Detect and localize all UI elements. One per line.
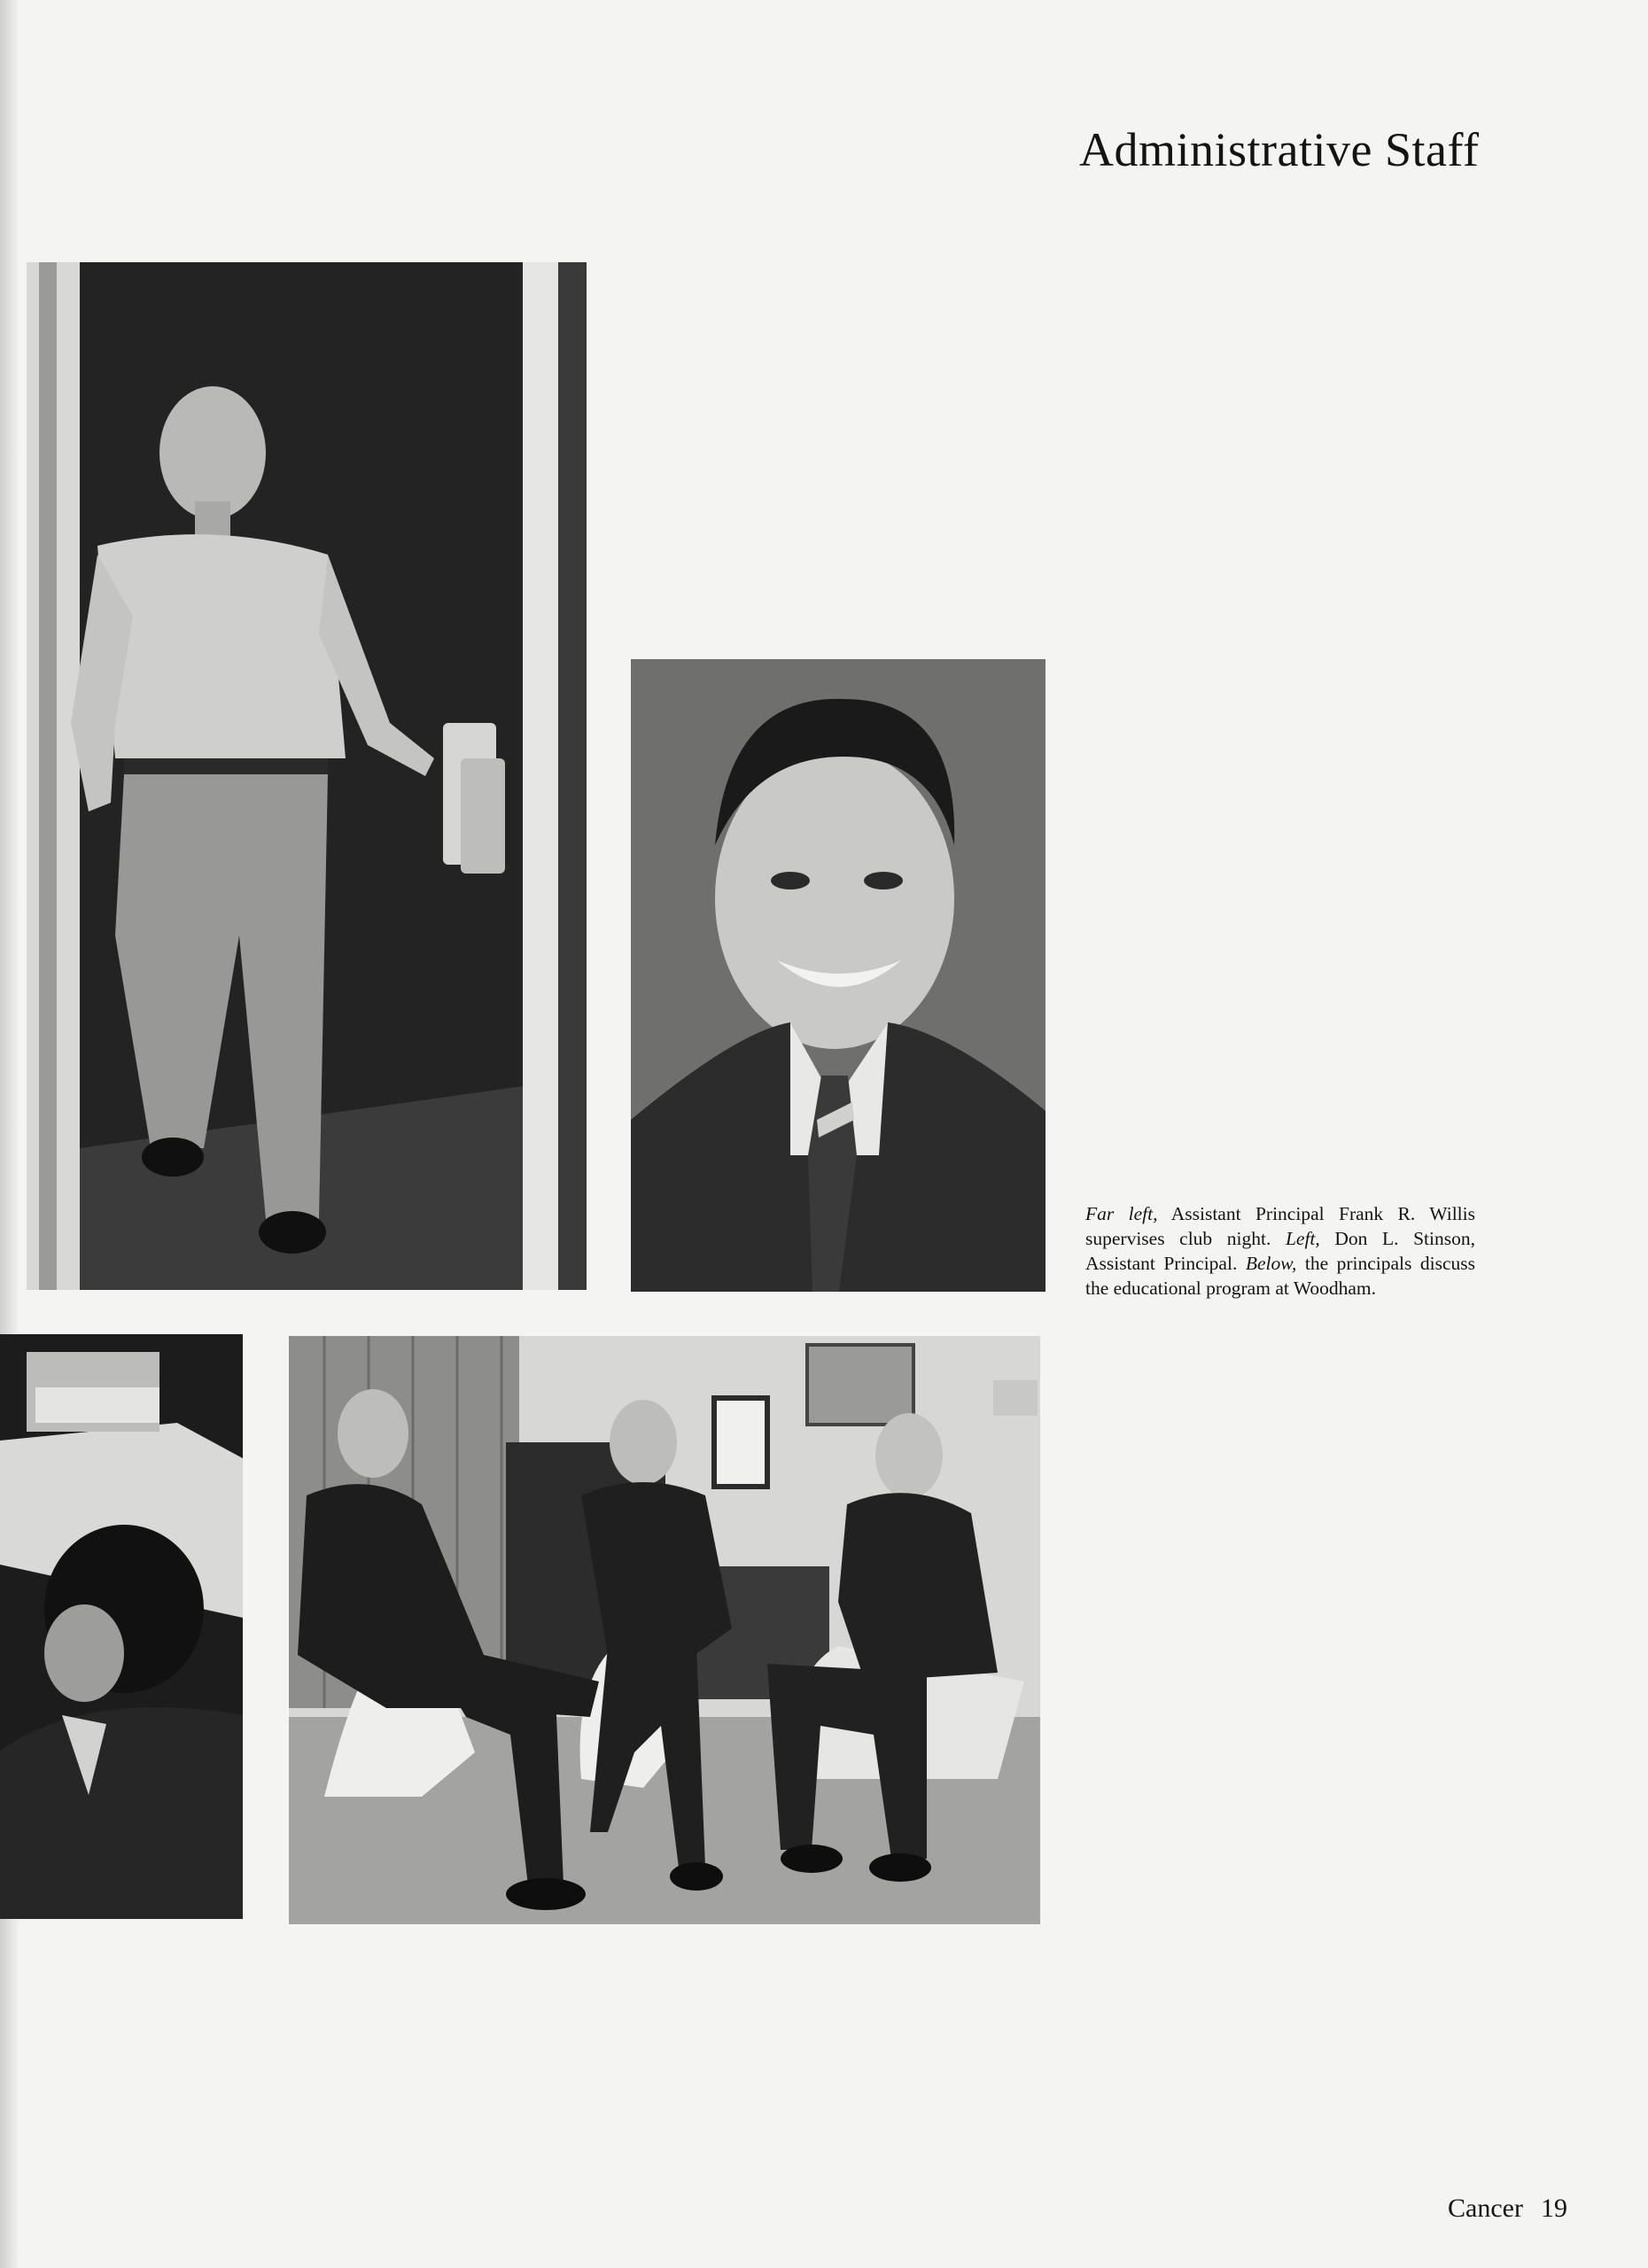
page-title: Administrative Staff bbox=[1079, 123, 1480, 176]
caption-text-meeting: the principals discuss the educational program at Woodham. bbox=[1085, 1253, 1475, 1299]
caption-lead-below: Below, bbox=[1245, 1253, 1297, 1274]
photo-man-at-desk bbox=[0, 1334, 243, 1919]
photo-assistant-principal-doorway bbox=[27, 262, 587, 1290]
caption-text-willis: Assistant Principal Frank R. Willis supervises club night. bbox=[1085, 1203, 1475, 1249]
photo-portrait-stinson bbox=[631, 659, 1046, 1292]
page-binding-shadow bbox=[0, 0, 19, 2268]
caption-lead-far-left: Far left, bbox=[1085, 1203, 1158, 1224]
photo-caption bbox=[1085, 1201, 1475, 1301]
page-footer bbox=[1448, 2194, 1625, 2224]
page-number: 19 bbox=[1540, 2194, 1567, 2223]
caption-text-stinson: Don L. Stinson, Assistant Principal. bbox=[1085, 1228, 1475, 1274]
footer-section-name: Cancer bbox=[1448, 2194, 1523, 2223]
photo-principals-meeting bbox=[289, 1336, 1040, 1924]
caption-lead-left: Left, bbox=[1285, 1228, 1320, 1249]
